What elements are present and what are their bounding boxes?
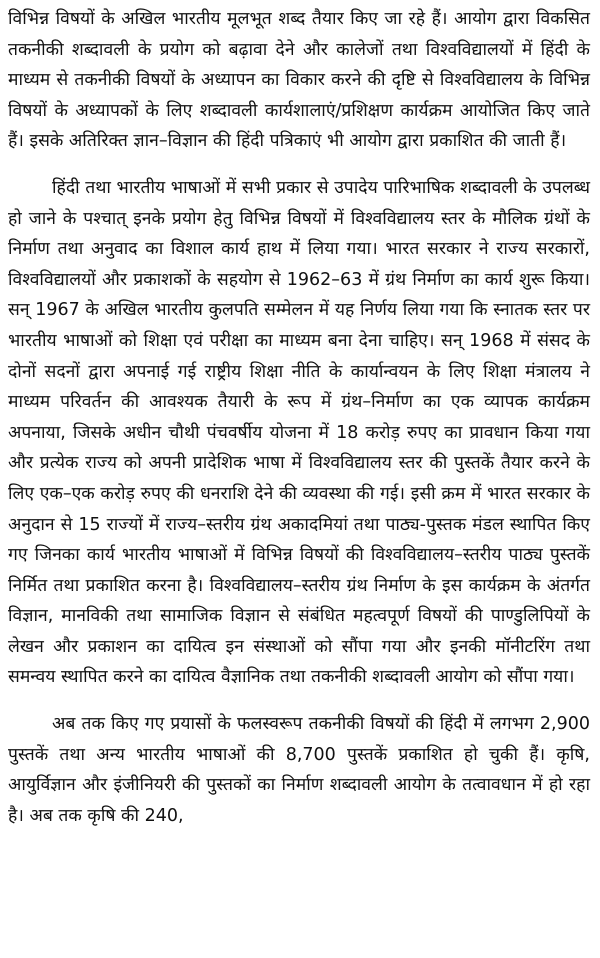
paragraph-1: विभिन्न विषयों के अखिल भारतीय मूलभूत शब्द तैयार किए जा रहे हैं। आयोग द्वारा विकसित तकनीकी शब्दावली के प्रयोग को बढ़ावा देने और कालेजों तथा विश्वविद्यालयों में हिंदी के माध्यम से तकनीकी विषयों के अध्यापन का विकार करने की दृष्टि से विश्वविद्यालय के विभिन्न विषयों के अध्यापकों के लिए शब्दावली कार्यशालाएं/प्रशिक्षण कार्यक्रम आयोजित किए जाते हैं। इसके अतिरिक्त ज्ञान–विज्ञान की हिंदी पत्रिकाएं भी आयोग द्वारा प्रकाशित की जाती हैं।	[8, 9, 590, 152]
paragraph-2: हिंदी तथा भारतीय भाषाओं में सभी प्रकार से उपादेय पारिभाषिक शब्दावली के उपलब्ध हो जाने के पश्चात् इनके प्रयोग हेतु विभिन्न विषयों में विश्वविद्यालय स्तर के मौलिक ग्रंथों के निर्माण तथा अनुवाद का विशाल कार्य हाथ में लिया गया। भारत सरकार ने राज्य सरकारों, विश्वविद्यालयों और प्रकाशकों के सहयोग से 1962–63 में ग्रंथ निर्माण का कार्य शुरू किया। सन् 1967 के अखिल भारतीय कुलपति सम्मेलन में यह निर्णय लिया गया कि स्नातक स्तर पर भारतीय भाषाओं को शिक्षा एवं परीक्षा का माध्यम बना देना चाहिए। सन् 1968 में संसद के दोनों सदनों द्वारा अपनाई गई राष्ट्रीय शिक्षा नीति के कार्यान्वयन के लिए शिक्षा मंत्रालय ने माध्यम परिवर्तन की आवश्यक तैयारी के रूप में ग्रंथ–निर्माण का एक व्यापक कार्यक्रम अपनाया, जिसके अधीन चौथी पंचवर्षीय योजना में 18 करोड़ रुपए का प्रावधान किया गया और प्रत्येक राज्य को अपनी प्रादेशिक भाषा में विश्वविद्यालय स्तर की पुस्तकें तैयार करने के लिए एक–एक करोड़ रुपए की धनराशि देने की व्यवस्था की गई। इसी क्रम में भारत सरकार के अनुदान से 15 राज्यों में राज्य–स्तरीय ग्रंथ अकादमियां तथा पाठ्य-पुस्तक मंडल स्थापित किए गए जिनका कार्य भारतीय भाषाओं में विभिन्न विषयों की विश्वविद्यालय–स्तरीय पाठ्य पुस्तकें निर्मित तथा प्रकाशित करना है। विश्वविद्यालय–स्तरीय ग्रंथ निर्माण के इस कार्यक्रम के अंतर्गत विज्ञान, मानविकी तथा सामाजिक विज्ञान से संबंधित महत्वपूर्ण विषयों की पाण्डुलिपियों के लेखन और प्रकाशन का दायित्व इन संस्थाओं को सौंपा गया और इनकी मॉनीटरिंग तथा समन्वय स्थापित करने का दायित्व वैज्ञानिक तथा तकनीकी शब्दावली आयोग को सौंपा गया।	[8, 177, 590, 688]
paragraph-3: अब तक किए गए प्रयासों के फलस्वरूप तकनीकी विषयों की हिंदी में लगभग 2,900 पुस्तकें तथा अन्य भारतीय भाषाओं की 8,700 पुस्तकें प्रकाशित हो चुकी हैं। कृषि, आयुर्विज्ञान और इंजीनियरी की पुस्तकों का निर्माण शब्दावली आयोग के तत्वावधान में हो रहा है। अब तक कृषि की 240,	[8, 714, 590, 826]
